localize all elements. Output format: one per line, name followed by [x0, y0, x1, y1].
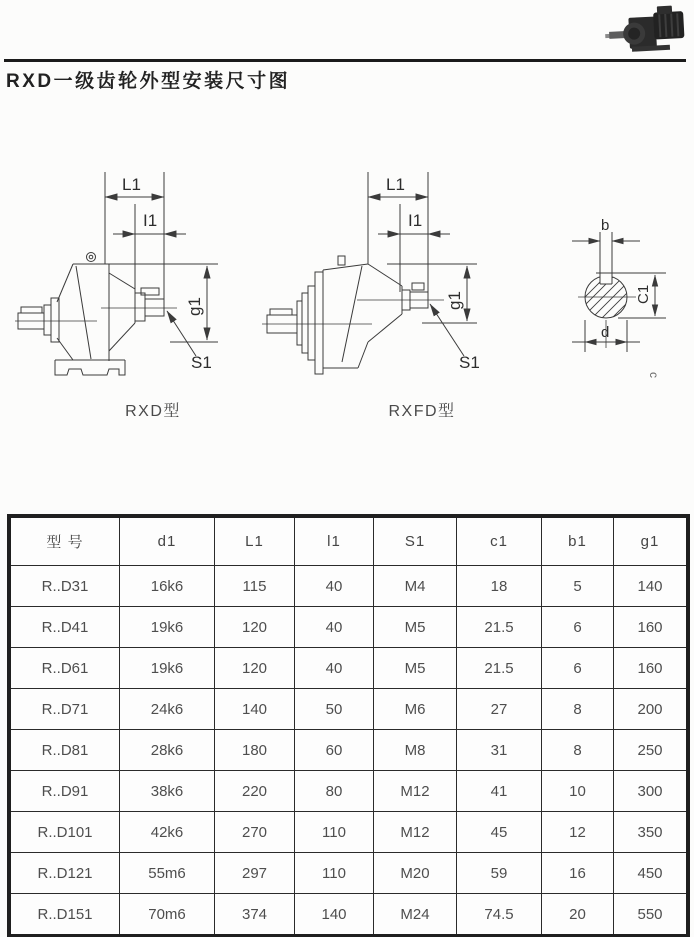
figure-caption: RXFD型 — [388, 403, 456, 420]
dim-label-d: d — [601, 324, 610, 341]
table-cell: M6 — [374, 689, 457, 730]
dim-label-g1: g1 — [185, 297, 204, 316]
table-row — [10, 894, 688, 936]
table-row — [10, 566, 688, 607]
column-header: c1 — [457, 517, 542, 566]
table-cell: R..D31 — [10, 566, 120, 607]
table-cell: 374 — [215, 894, 295, 936]
table-cell: M8 — [374, 730, 457, 771]
table-cell: M5 — [374, 607, 457, 648]
figure-caption: RXD型 — [125, 403, 181, 420]
shaft-section-drawing — [552, 210, 692, 388]
dim-label-c1: C1 — [635, 284, 652, 304]
table-row — [10, 853, 688, 894]
table-cell: 80 — [295, 771, 374, 812]
table-cell: 21.5 — [457, 607, 542, 648]
table-cell: 220 — [215, 771, 295, 812]
table-cell: 350 — [614, 812, 688, 853]
table-cell: 200 — [614, 689, 688, 730]
table-cell: 160 — [614, 607, 688, 648]
table-cell: 40 — [295, 566, 374, 607]
table-cell: 38k6 — [120, 771, 215, 812]
table-cell: 28k6 — [120, 730, 215, 771]
table-cell: R..D91 — [10, 771, 120, 812]
table-cell: 70m6 — [120, 894, 215, 936]
table-row — [10, 812, 688, 853]
title-rule — [4, 59, 686, 62]
dim-label-s1: S1 — [191, 353, 212, 372]
header-row — [10, 517, 688, 566]
table-cell: 8 — [542, 730, 614, 771]
table-cell: R..D101 — [10, 812, 120, 853]
table-cell: 16k6 — [120, 566, 215, 607]
table-cell: 18 — [457, 566, 542, 607]
dim-label-i1: I1 — [143, 211, 158, 230]
rxfd-drawing — [262, 152, 502, 417]
table-cell: R..D41 — [10, 607, 120, 648]
margin-note-c: c — [647, 372, 661, 378]
table-cell: 40 — [295, 648, 374, 689]
table-cell: 450 — [614, 853, 688, 894]
column-header: g1 — [614, 517, 688, 566]
table-cell: 180 — [215, 730, 295, 771]
table-cell: 120 — [215, 648, 295, 689]
table-cell: 6 — [542, 648, 614, 689]
gear-motor-photo — [602, 2, 691, 58]
table-cell: 160 — [614, 648, 688, 689]
table-cell: 140 — [295, 894, 374, 936]
figure-rxd — [15, 152, 260, 420]
table-cell: 41 — [457, 771, 542, 812]
table-cell: M5 — [374, 648, 457, 689]
figure-shaft-section — [552, 210, 692, 388]
table-cell: 45 — [457, 812, 542, 853]
table-cell: M24 — [374, 894, 457, 936]
table-cell: 120 — [215, 607, 295, 648]
table-cell: 115 — [215, 566, 295, 607]
table-cell: 60 — [295, 730, 374, 771]
table-cell: 20 — [542, 894, 614, 936]
dim-label-l1-big: L1 — [386, 175, 405, 194]
table-cell: R..D61 — [10, 648, 120, 689]
dimension-table — [8, 515, 689, 937]
table-header — [10, 517, 688, 566]
table-cell: 140 — [215, 689, 295, 730]
table-cell: 50 — [295, 689, 374, 730]
table-cell: 42k6 — [120, 812, 215, 853]
table-cell: 10 — [542, 771, 614, 812]
dim-label-s1: S1 — [459, 353, 480, 372]
table-cell: 110 — [295, 812, 374, 853]
figure-rxfd — [262, 152, 502, 420]
table-cell: 27 — [457, 689, 542, 730]
column-header: d1 — [120, 517, 215, 566]
table-cell: 6 — [542, 607, 614, 648]
table-cell: 550 — [614, 894, 688, 936]
table-cell: 5 — [542, 566, 614, 607]
table-cell: 40 — [295, 607, 374, 648]
table-cell: 110 — [295, 853, 374, 894]
column-header: b1 — [542, 517, 614, 566]
table-cell: 297 — [215, 853, 295, 894]
column-header: 型 号 — [10, 517, 120, 566]
table-cell: 16 — [542, 853, 614, 894]
table-body — [10, 566, 688, 936]
dim-label-l1-big: L1 — [122, 175, 141, 194]
table-cell: 59 — [457, 853, 542, 894]
table-cell: M12 — [374, 812, 457, 853]
table-row — [10, 730, 688, 771]
table-cell: 21.5 — [457, 648, 542, 689]
table-row — [10, 689, 688, 730]
table-row — [10, 771, 688, 812]
column-header: L1 — [215, 517, 295, 566]
table-cell: R..D121 — [10, 853, 120, 894]
table-cell: R..D71 — [10, 689, 120, 730]
dim-label-b: b — [601, 217, 610, 234]
column-header: S1 — [374, 517, 457, 566]
dim-label-g1: g1 — [445, 291, 464, 310]
table-cell: 19k6 — [120, 648, 215, 689]
table-row — [10, 648, 688, 689]
table-row — [10, 607, 688, 648]
dim-label-i1: I1 — [408, 211, 423, 230]
table-cell: 74.5 — [457, 894, 542, 936]
table-cell: 12 — [542, 812, 614, 853]
rxd-drawing — [15, 152, 260, 417]
table-cell: 19k6 — [120, 607, 215, 648]
table-cell: 270 — [215, 812, 295, 853]
table-cell: 24k6 — [120, 689, 215, 730]
table-cell: 8 — [542, 689, 614, 730]
table-cell: R..D151 — [10, 894, 120, 936]
table-cell: M4 — [374, 566, 457, 607]
table-cell: 140 — [614, 566, 688, 607]
table-cell: R..D81 — [10, 730, 120, 771]
table-cell: M20 — [374, 853, 457, 894]
table-cell: 31 — [457, 730, 542, 771]
column-header: l1 — [295, 517, 374, 566]
table-cell: 300 — [614, 771, 688, 812]
page-title: RXD一级齿轮外型安装尺寸图 — [6, 71, 291, 92]
table-cell: 55m6 — [120, 853, 215, 894]
table-cell: 250 — [614, 730, 688, 771]
table-cell: M12 — [374, 771, 457, 812]
